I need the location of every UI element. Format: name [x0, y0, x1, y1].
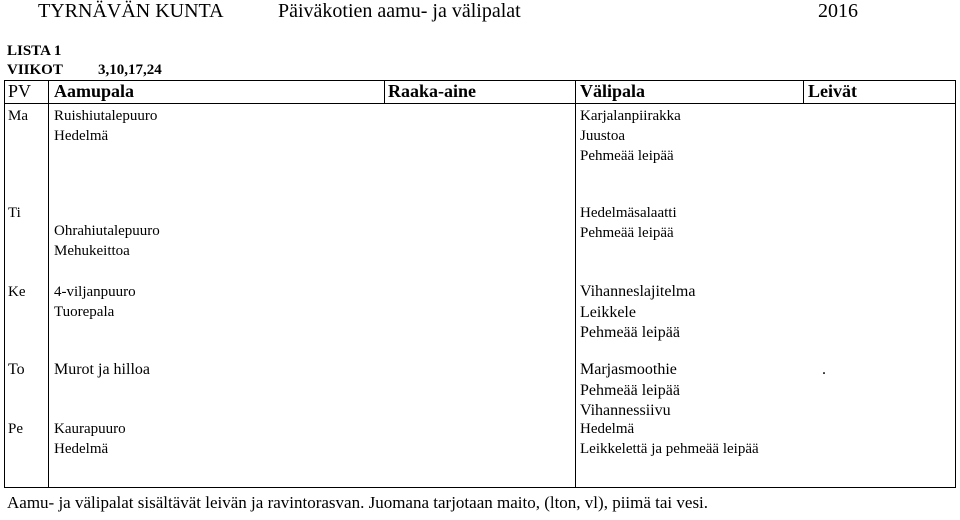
weeks-value: 3,10,17,24 — [98, 62, 162, 78]
food-item: Marjasmoothie — [580, 361, 677, 378]
day-cell-pe: Pe — [8, 421, 23, 437]
food-item: Vihannessiivu — [580, 402, 671, 419]
column-divider-raaka-aine — [384, 80, 385, 104]
food-item: Mehukeittoa — [54, 243, 130, 259]
aamupala-cell-ti — [54, 221, 160, 261]
food-item: Karjalanpiirakka — [580, 108, 681, 124]
food-item: Hedelmä — [580, 421, 635, 437]
food-item: Pehmeää leipää — [580, 225, 674, 241]
day-cell-to: To — [8, 361, 25, 378]
table-bottom-border — [4, 487, 956, 488]
food-item: Ruishiutalepuuro — [54, 108, 158, 124]
column-header-raaka-aine: Raaka-aine — [388, 81, 477, 101]
table-right-border — [955, 80, 956, 488]
food-item: Hedelmäsalaatti — [580, 205, 677, 221]
column-header-pv: PV — [8, 81, 32, 101]
food-item: Leikkele — [580, 303, 636, 321]
column-divider-leivat — [803, 80, 804, 104]
food-item: Ohrahiutalepuuro — [54, 223, 160, 239]
food-item: Pehmeää leipää — [580, 324, 680, 341]
aamupala-cell-ke — [54, 282, 136, 322]
column-header-valipala: Välipala — [580, 81, 646, 101]
food-item: Pehmeää leipää — [580, 148, 674, 164]
aamupala-cell-pe — [54, 419, 126, 459]
food-item: Hedelmä — [54, 441, 109, 457]
day-cell-ti: Ti — [8, 205, 21, 221]
food-item: Hedelmä — [54, 128, 109, 144]
food-item: Murot ja hilloa — [54, 361, 150, 378]
day-cell-ke: Ke — [8, 284, 26, 300]
column-divider-pv — [48, 80, 49, 488]
weeks-label: VIIKOT — [7, 62, 63, 78]
table-header-divider — [4, 103, 956, 104]
valipala-cell-ke — [580, 282, 695, 344]
food-item: Leikkelettä ja pehmeää leipää — [580, 441, 759, 457]
valipala-cell-pe — [580, 419, 759, 459]
column-divider-valipala — [575, 80, 576, 488]
valipala-cell-ma — [580, 106, 681, 166]
table-left-border — [4, 80, 5, 488]
food-item: Vihanneslajitelma — [580, 283, 696, 300]
day-cell-ma: Ma — [8, 108, 28, 124]
footer-note: Aamu- ja välipalat sisältävät leivän ja ravintorasvan. Juomana tarjotaan maito, (lton, vl), piimä tai vesi. — [7, 493, 709, 512]
food-item: Kaurapuuro — [54, 421, 126, 437]
organization-name: TYRNÄVÄN KUNTA — [38, 0, 224, 22]
list-label: LISTA 1 — [7, 43, 62, 59]
aamupala-cell-ma — [54, 106, 157, 146]
year: 2016 — [818, 0, 858, 22]
valipala-cell-ti — [580, 203, 677, 243]
column-header-aamupala: Aamupala — [54, 81, 135, 101]
valipala-cell-to — [580, 360, 680, 422]
aamupala-cell-to — [54, 360, 150, 381]
column-header-leivat: Leivät — [808, 81, 857, 101]
food-item: Juustoa — [580, 128, 625, 144]
food-item: Pehmeää leipää — [580, 381, 680, 399]
page-title: Päiväkotien aamu- ja välipalat — [278, 0, 521, 22]
leivat-cell-to: . — [822, 361, 826, 378]
food-item: Tuorepala — [54, 304, 115, 320]
food-item: 4-viljanpuuro — [54, 284, 136, 300]
